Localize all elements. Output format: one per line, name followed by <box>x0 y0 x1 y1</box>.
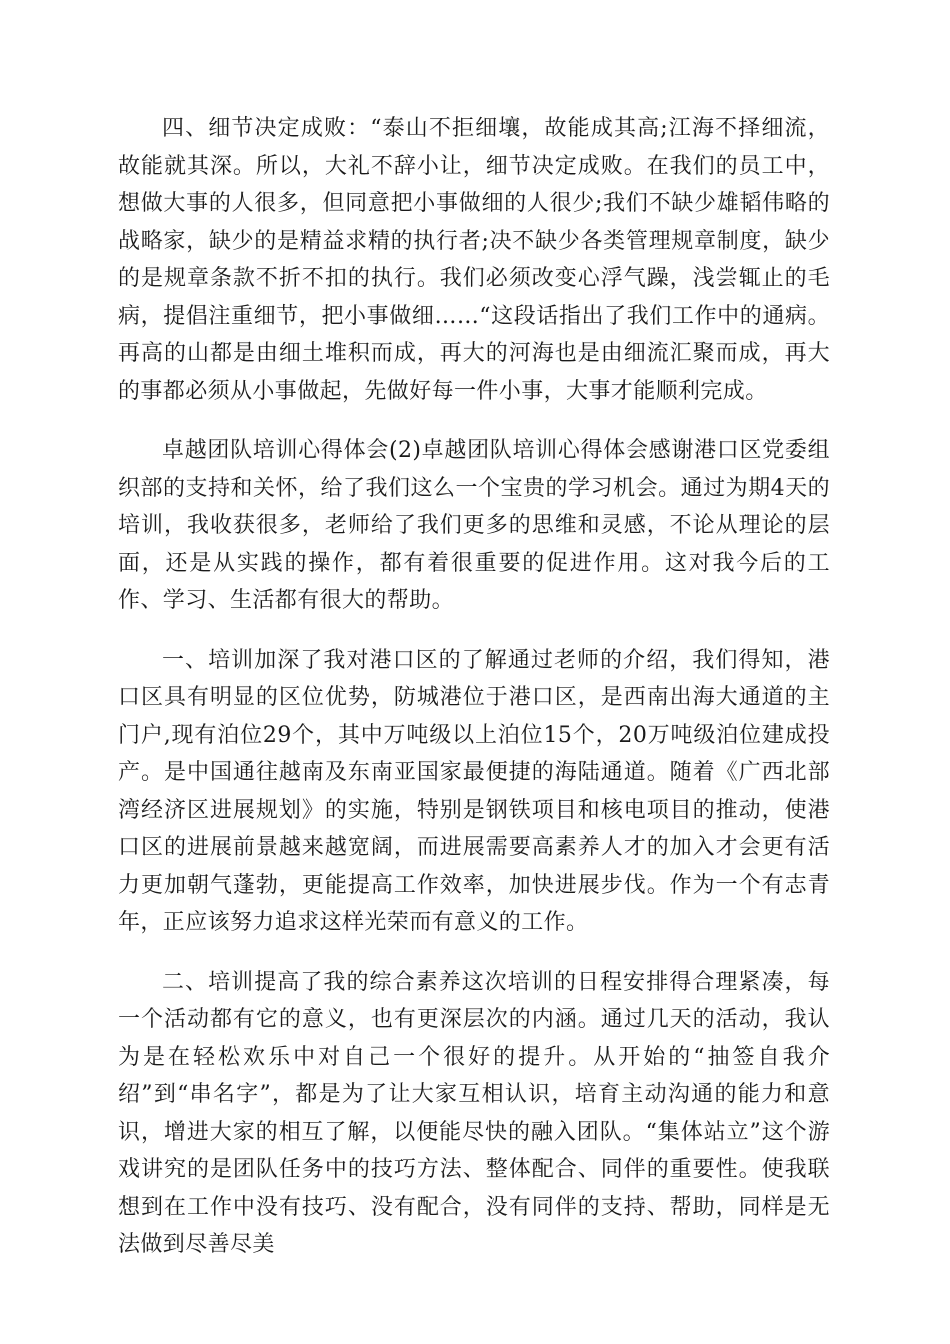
paragraph-section-two: 二、培训提高了我的综合素养这次培训的日程安排得合理紧凑，每一个活动都有它的意义，也有更深层次的内涵。通过几天的活动，我认为是在轻松欢乐中对自己一个很好的提升。从开始的“抽签自我介绍”到“串名字”，都是为了让大家互相认识，培育主动沟通的能力和意识，增进大家的相互了解，以便能尽快的融入团队。“集体站立”这个游戏讲究的是团队任务中的技巧方法、整体配合、同伴的重要性。使我联想到在工作中没有技巧、没有配合，没有同伴的支持、帮助，同样是无法做到尽善尽美 <box>118 969 830 1257</box>
paragraph-section-one: 一、培训加深了我对港口区的了解通过老师的介绍，我们得知，港口区具有明显的区位优势，防城港位于港口区，是西南出海大通道的主门户,现有泊位29个，其中万吨级以上泊位15个，20万吨级泊位建成投产。是中国通往越南及东南亚国家最便捷的海陆通道。随着《广西北部湾经济区进展规划》的实施，特别是钢铁项目和核电项目的推动，使港口区的进展前景越来越宽阔，而进展需要高素养人才的加入才会更有活力更加朝气蓬勃，更能提高工作效率，加快进展步伐。作为一个有志青年，正应该努力追求这样光荣而有意义的工作。 <box>118 647 830 935</box>
paragraph-section-four: 四、细节决定成败：“泰山不拒细壤，故能成其高;江海不择细流，故能就其深。所以，大礼不辞小让，细节决定成败。在我们的员工中，想做大事的人很多，但同意把小事做细的人很少;我们不缺少雄韬伟略的战略家，缺少的是精益求精的执行者;决不缺少各类管理规章制度，缺少的是规章条款不折不扣的执行。我们必须改变心浮气躁，浅尝辄止的毛病，提倡注重细节，把小事做细……“这段话指出了我们工作中的通病。再高的山都是由细土堆积而成，再大的河海也是由细流汇聚而成，再大的事都必须从小事做起，先做好每一件小事，大事才能顺利完成。 <box>118 116 830 404</box>
paragraph-training-intro: 卓越团队培训心得体会(2)卓越团队培训心得体会感谢港口区党委组织部的支持和关怀，给了我们这么一个宝贵的学习机会。通过为期4天的培训，我收获很多，老师给了我们更多的思维和灵感，不论从理论的层面，还是从实践的操作，都有着很重要的促进作用。这对我今后的工作、学习、生活都有很大的帮助。 <box>118 438 830 613</box>
document-page <box>118 110 830 1264</box>
